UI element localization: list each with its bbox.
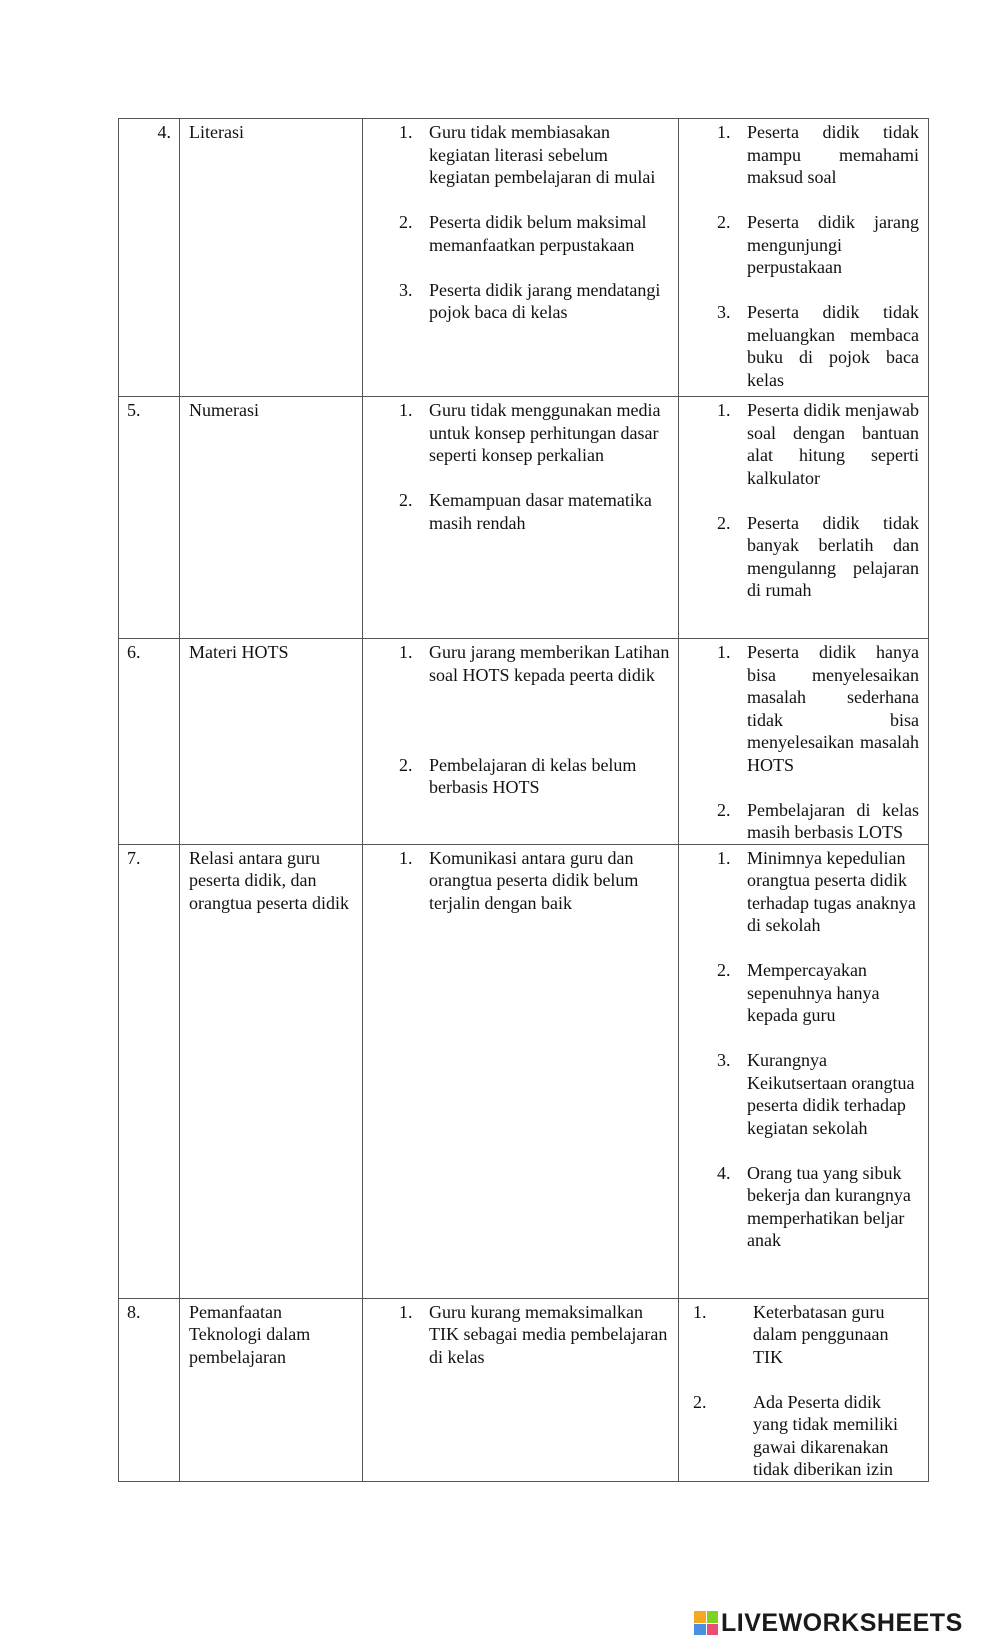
table-row	[119, 844, 929, 1298]
row-number: 5.	[127, 400, 141, 420]
problem-list	[363, 639, 678, 799]
row-number: 6.	[127, 642, 141, 662]
document-table	[118, 118, 929, 1482]
list-item: 1. Guru tidak menggunakan media untuk konsep perhitungan dasar seperti konsep perkalian	[399, 400, 661, 465]
table-row	[119, 639, 929, 845]
list-item: 2. Peserta didik tidak banyak berlatih dan mengulanng pelajaran di rumah	[717, 512, 919, 600]
cause-list	[679, 845, 928, 1252]
row-number: 8.	[127, 1301, 141, 1322]
list-item: 3. Peserta didik tidak meluangkan membaca buku di pojok baca kelas	[717, 302, 919, 390]
row-topic: Numerasi	[189, 400, 259, 420]
list-item: 1. Keterbatasan guru dalam penggunaan TIK	[693, 1301, 889, 1367]
table-row	[119, 397, 929, 639]
logo-text: LIVEWORKSHEETS	[721, 1608, 963, 1637]
cause-list	[679, 397, 928, 602]
liveworksheets-logo-icon	[694, 1611, 718, 1635]
row-topic: Relasi antara guru peserta didik, dan orangtua peserta didik	[189, 847, 349, 913]
row-topic: Materi HOTS	[189, 642, 289, 662]
logo-square-icon	[707, 1624, 719, 1636]
list-item: 1. Komunikasi antara guru dan orangtua peserta didik belum terjalin dengan baik	[399, 847, 639, 913]
list-item: 2. Pembelajaran di kelas masih berbasis LOTS	[717, 799, 919, 842]
list-item: 4. Orang tua yang sibuk bekerja dan kurangnya memperhatikan beljar anak	[717, 1162, 911, 1250]
problem-list	[363, 845, 678, 915]
row-topic: Literasi	[189, 122, 244, 142]
cause-list	[679, 119, 928, 391]
list-item: 1. Peserta didik menjawab soal dengan bantuan alat hitung seperti kalkulator	[717, 400, 919, 488]
problem-list	[363, 1299, 678, 1369]
list-item: 1. Guru tidak membiasakan kegiatan literasi sebelum kegiatan pembelajaran di mulai	[399, 122, 656, 187]
row-number: 7.	[127, 847, 141, 868]
list-item: 1. Guru kurang memaksimalkan TIK sebagai media pembelajaran di kelas	[399, 1301, 668, 1367]
table-row	[119, 1298, 929, 1481]
list-item: 2. Pembelajaran di kelas belum berbasis HOTS	[399, 754, 637, 797]
list-item: 1. Peserta didik hanya bisa menyelesaikan masalah sederhana tidak bisa menyelesaikan masalah HOTS	[717, 642, 919, 775]
list-item: 1. Minimnya kepedulian orangtua peserta didik terhadap tugas anaknya di sekolah	[717, 847, 916, 935]
list-item: 1. Peserta didik tidak mampu memahami maksud soal	[717, 122, 919, 187]
list-item: 3. Kurangnya Keikutsertaan orangtua peserta didik terhadap kegiatan sekolah	[717, 1050, 915, 1138]
table-row	[119, 119, 929, 397]
list-item: 2. Kemampuan dasar matematika masih rendah	[399, 490, 652, 533]
cause-list	[679, 639, 928, 844]
logo-square-icon	[694, 1624, 706, 1636]
list-item: 3. Peserta didik jarang mendatangi pojok baca di kelas	[399, 279, 661, 322]
list-item: 2. Peserta didik jarang mengunjungi perpustakaan	[717, 212, 919, 277]
cause-list	[679, 1299, 928, 1481]
row-topic: Pemanfaatan Teknologi dalam pembelajaran	[189, 1301, 311, 1367]
list-item: 2. Mempercayakan sepenuhnya hanya kepada guru	[717, 960, 880, 1025]
logo-square-icon	[694, 1611, 706, 1623]
logo-square-icon	[707, 1611, 719, 1623]
list-item: 2. Ada Peserta didik yang tidak memiliki gawai dikarenakan tidak diberikan izin	[693, 1391, 898, 1479]
row-number: 4.	[157, 122, 171, 142]
problem-list	[363, 397, 678, 534]
list-item: 2. Peserta didik belum maksimal memanfaatkan perpustakaan	[399, 212, 647, 255]
liveworksheets-logo[interactable]	[694, 1610, 963, 1636]
problem-list	[363, 119, 678, 324]
list-item: 1. Guru jarang memberikan Latihan soal HOTS kepada peerta didik	[399, 642, 670, 685]
